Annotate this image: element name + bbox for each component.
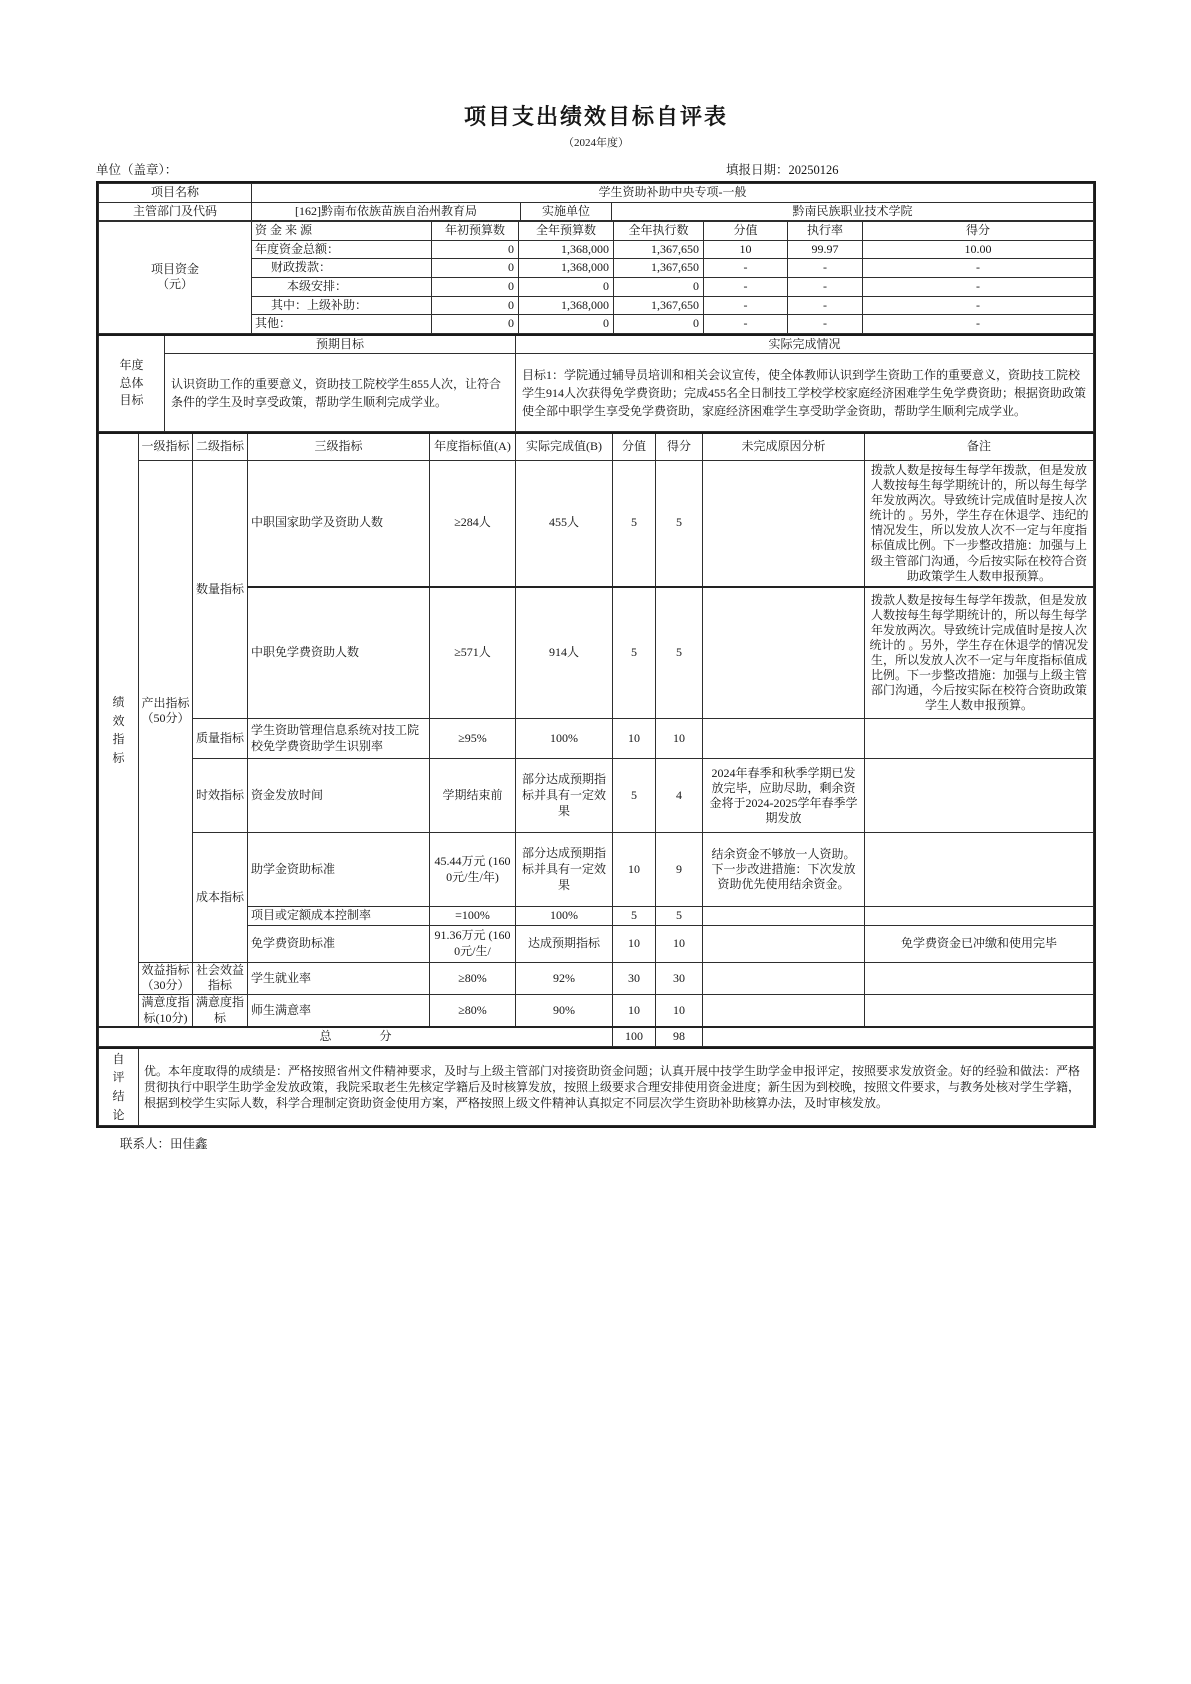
annual-executed: 1,367,650: [614, 296, 704, 315]
dept-label: 主管部门及代码: [99, 202, 252, 221]
level2-quality: 质量指标: [193, 719, 248, 759]
indicator-score: 10: [656, 925, 703, 962]
annual-budget: 1,368,000: [519, 240, 614, 259]
exec-rate: 99.97: [788, 240, 863, 259]
level1-satisfaction: 满意度指标(10分): [139, 995, 193, 1028]
level2-quantity: 数量指标: [193, 460, 248, 718]
indicator-value: 5: [613, 460, 656, 586]
annual-executed: 0: [614, 277, 704, 296]
indicator-note: [865, 995, 1094, 1028]
indicator-reason: [703, 719, 865, 759]
indicator-score: 5: [656, 907, 703, 926]
indicator-score: 5: [656, 460, 703, 586]
indicator-target: ≥95%: [430, 719, 516, 759]
indicator-name: 助学金资助标准: [248, 833, 430, 907]
indicator-row: [99, 759, 1094, 833]
initial-budget-header: 年初预算数: [432, 222, 519, 241]
unit-seal-label: 单位（盖章）：: [96, 163, 178, 177]
level1-benefit: 效益指标（30分）: [139, 962, 193, 994]
indicator-value: 5: [613, 759, 656, 833]
indicator-score: 10: [656, 995, 703, 1028]
indicator-target: 45.44万元 (1600元/生/年): [430, 833, 516, 907]
score: -: [863, 259, 1094, 278]
indicator-score: 5: [656, 587, 703, 719]
actual-result-header: 实际完成情况: [516, 335, 1094, 354]
level2-header: 二级指标: [193, 433, 248, 460]
indicator-reason: [703, 907, 865, 926]
score-value: -: [704, 277, 788, 296]
annual-goal-label: 年度总体目标: [99, 335, 165, 432]
indicator-note: 免学费资金已冲缴和使用完毕: [865, 925, 1094, 962]
indicator-target: ≥284人: [430, 460, 516, 586]
score: -: [863, 315, 1094, 334]
indicator-actual: 455人: [516, 460, 613, 586]
funding-source: 其他：: [252, 315, 432, 334]
indicator-value: 10: [613, 925, 656, 962]
initial-budget: 0: [432, 240, 519, 259]
initial-budget: 0: [432, 315, 519, 334]
level1-output: 产出指标（50分）: [139, 460, 193, 962]
actual-result-text: 目标1：学院通过辅导员培训和相关会议宣传，使全体教师认识到学生资助工作的重要意义，资助技工院校学生914人次获得免学费资助；完成455名全日制技工学校学校家庭经济困难学生免学费资助；根据资助政策使全部中职学生享受免学费资助，家庭经济困难学生享受助学金资助，帮助学生顺利完成学业。: [516, 354, 1094, 432]
indicator-reason: 2024年春季和秋季学期已发放完毕，应助尽助，剩余资金将于2024-2025学年春季学期发放: [703, 759, 865, 833]
total-value: 100: [613, 1027, 656, 1046]
note-header: 备注: [865, 433, 1094, 460]
project-funds-label: 项目资金（元）: [99, 222, 252, 334]
funding-source: 年度资金总额：: [252, 240, 432, 259]
indicator-note: 拨款人数是按每生每学年拨款，但是发放人数按每生每学期统计的，所以每生每学年发放两次。导致统计完成值时是按人次统计的 。另外，学生存在休退学、违纪的情况发生，所以发放人次不一定与年度指标值成比例。下一步整改措施：加强与上级主管部门沟通，今后按实际在校符合资助政策学生人数申报预算。: [865, 460, 1094, 586]
annual-budget: 0: [519, 277, 614, 296]
page-title: 项目支出绩效目标自评表: [463, 104, 728, 129]
impl-unit-value: 黔南民族职业技术学院: [612, 202, 1094, 221]
total-score-row: [99, 1027, 1094, 1046]
indicator-reason: [703, 925, 865, 962]
initial-budget: 0: [432, 259, 519, 278]
level3-header: 三级指标: [248, 433, 430, 460]
score: 10.00: [863, 240, 1094, 259]
indicator-name: 中职国家助学及资助人数: [248, 460, 430, 586]
indicator-score: 10: [656, 719, 703, 759]
indicator-actual: 达成预期指标: [516, 925, 613, 962]
indicator-row: [99, 907, 1094, 926]
indicator-actual: 100%: [516, 719, 613, 759]
dept-value: [162]黔南布依族苗族自治州教育局: [252, 202, 521, 221]
indicator-reason: [703, 962, 865, 994]
total-score: 98: [656, 1027, 703, 1046]
annual-executed: 1,367,650: [614, 240, 704, 259]
meta-row: [96, 160, 1096, 178]
indicator-value: 10: [613, 833, 656, 907]
annual-budget: 1,368,000: [519, 259, 614, 278]
funding-source: 本级安排：: [252, 277, 432, 296]
performance-section-label: 绩效指标: [99, 433, 139, 1027]
indicator-value: 10: [613, 995, 656, 1028]
indicator-name: 学生就业率: [248, 962, 430, 994]
indicator-row: [99, 995, 1094, 1028]
score-value-header: 分值: [704, 222, 788, 241]
indicator-reason: 结余资金不够放一人资助。下一步改进措施：下次发放资助优先使用结余资金。: [703, 833, 865, 907]
exec-rate: -: [788, 277, 863, 296]
indicator-actual: 部分达成预期指标并具有一定效果: [516, 759, 613, 833]
indicator-target: ≥80%: [430, 962, 516, 994]
indicator-target: 91.36万元 (1600元/生/: [430, 925, 516, 962]
conclusion-text: 优。本年度取得的成绩是：严格按照省州文件精神要求，及时与上级主管部门对接资助资金问题；认真开展中技学生助学金申报评定，按照要求发放资金。好的经验和做法：严格贯彻执行中职学生助学金发放政策，我院采取老生先核定学籍后及时核算发放，按照上级要求合理安排使用资金进度；新生因为到校晚，按照文件要求，与教务处核对学生学籍，根据到校学生实际人数，科学合理制定资助资金使用方案，严格按照上级文件精神认真拟定不同层次学生资助补助核算办法，及时审核发放。: [139, 1048, 1094, 1126]
indicator-value: 5: [613, 907, 656, 926]
total-label: 总 分: [99, 1027, 613, 1046]
annual-goal-table: [98, 334, 1094, 433]
exec-rate: -: [788, 315, 863, 334]
project-name-label: 项目名称: [99, 184, 252, 203]
indicator-note: [865, 833, 1094, 907]
score-header: 得分: [863, 222, 1094, 241]
indicator-target: =100%: [430, 907, 516, 926]
info-table: [98, 183, 1094, 221]
indicator-name: 学生资助管理信息系统对技工院校免学费资助学生识别率: [248, 719, 430, 759]
indicator-value: 10: [613, 719, 656, 759]
indicator-name: 免学费资助标准: [248, 925, 430, 962]
annual-executed: 1,367,650: [614, 259, 704, 278]
annual-executed-header: 全年执行数: [614, 222, 704, 241]
level2-cost: 成本指标: [193, 833, 248, 963]
target-header: 年度指标值(A): [430, 433, 516, 460]
indicator-row: [99, 925, 1094, 962]
indicator-actual: 100%: [516, 907, 613, 926]
indicator-actual: 92%: [516, 962, 613, 994]
indicator-target: ≥571人: [430, 587, 516, 719]
indicator-value: 30: [613, 962, 656, 994]
indicator-score: 4: [656, 759, 703, 833]
indicator-row: [99, 833, 1094, 907]
indicator-reason: [703, 995, 865, 1028]
actual-header: 实际完成值(B): [516, 433, 613, 460]
indicator-note: 拨款人数是按每生每学年拨款，但是发放人数按每生每学期统计的，所以每生每学年发放两次。导致统计完成值时是按人次统计的 。另外，学生存在休退学的情况发生，所以发放人次不一定与年度指标值成比例。下一步整改措施：加强与上级主管部门沟通，今后按实际在校符合资助政策学生人数申报预算。: [865, 587, 1094, 719]
score-value: -: [704, 315, 788, 334]
indicator-row: [99, 962, 1094, 994]
indicator-reason: [703, 587, 865, 719]
report-date: 填报日期：20250126: [726, 163, 839, 177]
indicator-target: ≥80%: [430, 995, 516, 1028]
indicator-row: [99, 587, 1094, 719]
indicator-note: [865, 907, 1094, 926]
annual-budget: 1,368,000: [519, 296, 614, 315]
conclusion-table: [98, 1047, 1094, 1126]
initial-budget: 0: [432, 277, 519, 296]
funding-source: 其中：上级补助：: [252, 296, 432, 315]
expected-goal-header: 预期目标: [165, 335, 516, 354]
score-value: 10: [704, 240, 788, 259]
score: -: [863, 296, 1094, 315]
funding-table: [98, 221, 1094, 334]
level1-header: 一级指标: [139, 433, 193, 460]
indicator-name: 资金发放时间: [248, 759, 430, 833]
annual-executed: 0: [614, 315, 704, 334]
indicator-row: [99, 719, 1094, 759]
exec-rate: -: [788, 296, 863, 315]
annual-budget-header: 全年预算数: [519, 222, 614, 241]
indicator-score: 30: [656, 962, 703, 994]
indicator-note: [865, 962, 1094, 994]
indicator-actual: 914人: [516, 587, 613, 719]
indicator-row: [99, 460, 1094, 586]
indicator-name: 师生满意率: [248, 995, 430, 1028]
level2-timeliness: 时效指标: [193, 759, 248, 833]
project-name-value: 学生资助补助中央专项-一般: [252, 184, 1094, 203]
initial-budget: 0: [432, 296, 519, 315]
indicator-reason: [703, 460, 865, 586]
exec-rate-header: 执行率: [788, 222, 863, 241]
score: -: [863, 277, 1094, 296]
indicator-actual: 部分达成预期指标并具有一定效果: [516, 833, 613, 907]
indicator-target: 学期结束前: [430, 759, 516, 833]
indicator-score: 9: [656, 833, 703, 907]
expected-goal-text: 认识资助工作的重要意义，资助技工院校学生855人次，让符合条件的学生及时享受政策，帮助学生顺利完成学业。: [165, 354, 516, 432]
exec-rate: -: [788, 259, 863, 278]
indicator-note: [865, 759, 1094, 833]
indicator-actual: 90%: [516, 995, 613, 1028]
score-value: -: [704, 296, 788, 315]
level2-satisfaction: 满意度指标: [193, 995, 248, 1028]
indicator-name: 项目或定额成本控制率: [248, 907, 430, 926]
level2-social-benefit: 社会效益指标: [193, 962, 248, 994]
indicator-name: 中职免学费资助人数: [248, 587, 430, 719]
conclusion-label: 自评结论: [99, 1048, 139, 1126]
annual-budget: 0: [519, 315, 614, 334]
indicator-table: [98, 432, 1094, 1046]
indicator-note: [865, 719, 1094, 759]
score-value: -: [704, 259, 788, 278]
funding-source: 财政拨款：: [252, 259, 432, 278]
contact-person: 联系人：田佳鑫: [120, 1137, 208, 1152]
score-header: 得分: [656, 433, 703, 460]
impl-unit-label: 实施单位: [521, 202, 612, 221]
form-content: [96, 100, 1096, 1152]
page-subtitle: （2024年度）: [563, 137, 629, 149]
total-empty-cell: [703, 1027, 1094, 1046]
value-header: 分值: [613, 433, 656, 460]
reason-header: 未完成原因分析: [703, 433, 865, 460]
self-evaluation-table: [96, 181, 1096, 1128]
funding-source-header: 资 金 来 源: [252, 222, 432, 241]
indicator-value: 5: [613, 587, 656, 719]
